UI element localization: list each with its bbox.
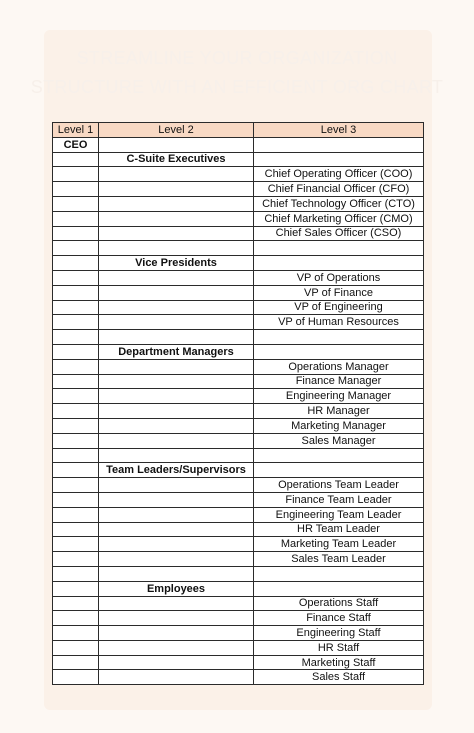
level-2-cell (99, 167, 254, 182)
level-1-cell (53, 492, 99, 507)
level-3-cell: Chief Financial Officer (CFO) (254, 182, 424, 197)
level-3-cell: VP of Operations (254, 270, 424, 285)
level-3-cell (254, 463, 424, 478)
level-2-cell: Vice Presidents (99, 256, 254, 271)
table-row (53, 404, 424, 419)
level-1-cell (53, 374, 99, 389)
level-3-cell (254, 330, 424, 345)
level-3-cell: Chief Marketing Officer (CMO) (254, 211, 424, 226)
level-2-cell (99, 389, 254, 404)
org-chart-table (52, 122, 424, 685)
level-1-cell (53, 596, 99, 611)
table-row (53, 137, 424, 152)
table-row (53, 270, 424, 285)
level-3-cell: Operations Manager (254, 359, 424, 374)
level-3-cell (254, 241, 424, 256)
level-3-cell: Engineering Staff (254, 626, 424, 641)
level-2-cell (99, 552, 254, 567)
table-row (53, 566, 424, 581)
level-1-cell (53, 300, 99, 315)
level-1-cell (53, 418, 99, 433)
column-header-level-2: Level 2 (99, 123, 254, 138)
level-3-cell: Chief Technology Officer (CTO) (254, 196, 424, 211)
level-2-cell (99, 359, 254, 374)
level-1-cell (53, 196, 99, 211)
level-1-cell (53, 152, 99, 167)
level-2-cell (99, 418, 254, 433)
level-1-cell (53, 640, 99, 655)
level-3-cell: Chief Operating Officer (COO) (254, 167, 424, 182)
level-2-cell (99, 182, 254, 197)
table-row (53, 211, 424, 226)
level-1-cell (53, 182, 99, 197)
level-3-cell (254, 256, 424, 271)
page-title (0, 44, 474, 102)
level-2-cell (99, 196, 254, 211)
level-2-cell (99, 537, 254, 552)
level-2-cell: Department Managers (99, 344, 254, 359)
level-1-cell (53, 522, 99, 537)
table-row (53, 463, 424, 478)
level-3-cell: Finance Manager (254, 374, 424, 389)
level-1-cell (53, 241, 99, 256)
table-row (53, 507, 424, 522)
level-3-cell: HR Staff (254, 640, 424, 655)
level-2-cell (99, 611, 254, 626)
table-row (53, 196, 424, 211)
table-row (53, 256, 424, 271)
table-row (53, 241, 424, 256)
level-3-cell: Chief Sales Officer (CSO) (254, 226, 424, 241)
level-2-cell (99, 670, 254, 685)
level-2-cell (99, 640, 254, 655)
level-3-cell (254, 152, 424, 167)
level-2-cell (99, 241, 254, 256)
level-2-cell (99, 507, 254, 522)
table-row (53, 344, 424, 359)
level-1-cell (53, 670, 99, 685)
table-row (53, 182, 424, 197)
level-3-cell (254, 137, 424, 152)
column-header-level-3: Level 3 (254, 123, 424, 138)
level-1-cell (53, 270, 99, 285)
level-1-cell (53, 315, 99, 330)
level-2-cell (99, 433, 254, 448)
level-3-cell (254, 581, 424, 596)
table-row (53, 522, 424, 537)
level-2-cell (99, 300, 254, 315)
table-row (53, 359, 424, 374)
level-3-cell: HR Manager (254, 404, 424, 419)
table-row (53, 640, 424, 655)
table-row (53, 552, 424, 567)
level-3-cell: VP of Human Resources (254, 315, 424, 330)
level-3-cell: Finance Team Leader (254, 492, 424, 507)
level-1-cell (53, 211, 99, 226)
level-3-cell: Sales Staff (254, 670, 424, 685)
level-1-cell (53, 537, 99, 552)
level-1-cell (53, 404, 99, 419)
level-2-cell (99, 478, 254, 493)
level-1-cell (53, 626, 99, 641)
level-2-cell: Employees (99, 581, 254, 596)
level-3-cell: Marketing Team Leader (254, 537, 424, 552)
level-2-cell (99, 626, 254, 641)
level-3-cell (254, 448, 424, 463)
level-1-cell (53, 359, 99, 374)
level-3-cell: Marketing Staff (254, 655, 424, 670)
level-2-cell: C-Suite Executives (99, 152, 254, 167)
title-line-2: STRUCTURE WITH AN EFFICIENT ORG CHART (30, 77, 444, 97)
table-row (53, 152, 424, 167)
level-1-cell: CEO (53, 137, 99, 152)
level-1-cell (53, 226, 99, 241)
table-row (53, 626, 424, 641)
table-row (53, 581, 424, 596)
level-3-cell: Sales Team Leader (254, 552, 424, 567)
table-row (53, 374, 424, 389)
level-2-cell (99, 270, 254, 285)
level-3-cell: Finance Staff (254, 611, 424, 626)
table-row (53, 330, 424, 345)
level-1-cell (53, 256, 99, 271)
level-1-cell (53, 330, 99, 345)
table-row (53, 418, 424, 433)
level-1-cell (53, 566, 99, 581)
table-row (53, 167, 424, 182)
level-2-cell (99, 374, 254, 389)
level-2-cell: Team Leaders/Supervisors (99, 463, 254, 478)
level-3-cell: Operations Team Leader (254, 478, 424, 493)
column-header-level-1: Level 1 (53, 123, 99, 138)
table-row (53, 448, 424, 463)
level-3-cell: Marketing Manager (254, 418, 424, 433)
level-3-cell: VP of Finance (254, 285, 424, 300)
table-row (53, 315, 424, 330)
level-2-cell (99, 448, 254, 463)
level-2-cell (99, 137, 254, 152)
level-2-cell (99, 596, 254, 611)
table-row (53, 670, 424, 685)
level-1-cell (53, 655, 99, 670)
title-line-1: STREAMLINE YOUR ORGANIZATION (76, 48, 398, 68)
table-row (53, 478, 424, 493)
table-row (53, 611, 424, 626)
level-3-cell (254, 344, 424, 359)
level-1-cell (53, 478, 99, 493)
level-1-cell (53, 463, 99, 478)
level-2-cell (99, 566, 254, 581)
table-row (53, 655, 424, 670)
table-row (53, 492, 424, 507)
table-row (53, 285, 424, 300)
table-row (53, 389, 424, 404)
level-2-cell (99, 655, 254, 670)
level-1-cell (53, 389, 99, 404)
level-1-cell (53, 581, 99, 596)
level-1-cell (53, 344, 99, 359)
level-1-cell (53, 433, 99, 448)
level-2-cell (99, 330, 254, 345)
header-row (53, 123, 424, 138)
level-2-cell (99, 285, 254, 300)
level-3-cell: Sales Manager (254, 433, 424, 448)
level-1-cell (53, 611, 99, 626)
level-1-cell (53, 507, 99, 522)
table-row (53, 226, 424, 241)
level-2-cell (99, 211, 254, 226)
level-3-cell: HR Team Leader (254, 522, 424, 537)
level-3-cell: Engineering Manager (254, 389, 424, 404)
table-row (53, 596, 424, 611)
level-3-cell: Engineering Team Leader (254, 507, 424, 522)
level-1-cell (53, 167, 99, 182)
level-3-cell: Operations Staff (254, 596, 424, 611)
level-3-cell: VP of Engineering (254, 300, 424, 315)
level-2-cell (99, 315, 254, 330)
level-1-cell (53, 448, 99, 463)
level-2-cell (99, 522, 254, 537)
level-2-cell (99, 404, 254, 419)
level-1-cell (53, 285, 99, 300)
level-3-cell (254, 566, 424, 581)
table-body (53, 137, 424, 684)
table-row (53, 300, 424, 315)
table-row (53, 537, 424, 552)
level-2-cell (99, 492, 254, 507)
table-row (53, 433, 424, 448)
level-2-cell (99, 226, 254, 241)
level-1-cell (53, 552, 99, 567)
